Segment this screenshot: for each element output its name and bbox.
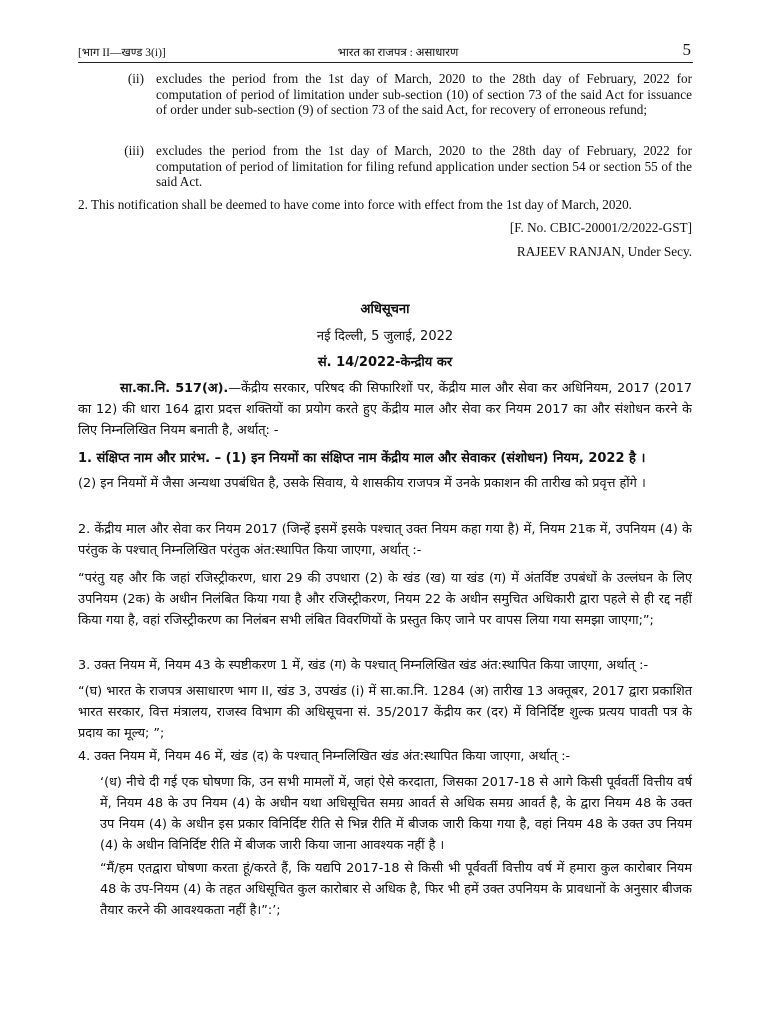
rule-2: 2. केंद्रीय माल और सेवा कर नियम 2017 (जिन्हें इसमें इसके पश्चात् उक्त नियम कहा गया है) में, नियम 21क में, उपनियम (4) के परंतुक के पश्चात् निम्नलिखित परंतुक अंत:स्थापित किया जाएगा, अर्थात् :- <box>78 522 692 558</box>
clause-text: excludes the period from the 1st day of March, 2020 to the 28th day of February, 2022 for computation of period of limitation under sub-section (10) of section 73 of the said Act for issuance of order under sub-section (9) of section 73 of the said Act, for recovery of erroneous refund; <box>156 71 692 118</box>
clause-number: (iii) <box>124 143 144 158</box>
notification-number: सं. 14/2022-केन्द्रीय कर <box>317 355 453 370</box>
clause-ii <box>78 71 692 135</box>
rule-3: 3. उक्त नियम में, नियम 43 के स्पष्टीकरण 1 में, खंड (ग) के पश्चात् निम्नलिखित खंड अंत:स्थापित किया जाएगा, अर्थात् :- <box>78 658 649 673</box>
rule-4-quote-2: “मैं/हम एतद्वारा घोषणा करता हूं/करते हैं, कि यद्यपि 2017-18 से किसी भी पूर्ववर्ती वित्तीय वर्ष में हमारा कुल कारोबार नियम 48 के उप-नियम (4) के तहत अधिसूचित कुल कारोबार से अधिक है, फिर भी हमें उक्त उपनियम के प्रावधानों के अनुसार बीजक तैयार करने की आवश्यकता नहीं है।”:’; <box>100 861 692 918</box>
page-number: 5 <box>682 40 691 59</box>
clause-number: (ii) <box>127 71 144 86</box>
place-date: नई दिल्ली, 5 जुलाई, 2022 <box>316 329 454 344</box>
clause-text: excludes the period from the 1st day of March, 2020 to the 28th day of February, 2022 for computation of period of limitation for filing refund application under section 54 or section 55 of the said Act. <box>156 143 692 190</box>
clause-iii <box>78 143 692 191</box>
preamble <box>78 378 692 441</box>
gsr-number: सा.का.नि. 517(अ). <box>120 381 229 396</box>
header-part-section: [भाग II—खण्ड 3(i)] <box>78 47 166 59</box>
signatory: RAJEEV RANJAN, Under Secy. <box>516 244 692 259</box>
rule-1-subrule-2: (2) इन नियमों में जैसा अन्यथा उपबंधित है, उसके सिवाय, ये शासकीय राजपत्र में उनके प्रकाशन की तारीख को प्रवृत्त होंगे । <box>78 476 646 491</box>
rule-4: 4. उक्त नियम में, नियम 46 में, खंड (द) के पश्चात् निम्नलिखित खंड अंत:स्थापित किया जाएगा, अर्थात् :- <box>78 749 571 764</box>
rule-3-quote: “(घ) भारत के राजपत्र असाधारण भाग II, खंड 3, उपखंड (i) में सा.का.नि. 1284 (अ) तारीख 13 अक्तूबर, 2017 द्वारा प्रकाशित भारत सरकार, वित्त मंत्रालय, राजस्व विभाग की अधिसूचना सं. 35/2017 केंद्रीय कर (दर) में विनिर्दिष्ट शुल्क प्रत्यय पावती पत्र के प्रदाय का मूल्य; ”; <box>78 684 692 741</box>
file-number: [F. No. CBIC-20001/2/2022-GST] <box>509 220 692 235</box>
preamble-text: —केंद्रीय सरकार, परिषद की सिफारिशों पर, केंद्रीय माल और सेवा कर अधिनियम, 2017 (2017 का 12) की धारा 164 द्वारा प्रदत्त शक्तियों का प्रयोग करते हुए केंद्रीय माल और सेवा कर नियम 2017 का और संशोधन करने के लिए निम्नलिखित नियम बनाती है, अर्थात्: - <box>78 381 692 438</box>
page-header <box>78 42 693 63</box>
rule-1-heading: 1. संक्षिप्त नाम और प्रारंभ. – (1) इन नियमों का संक्षिप्त नाम केंद्रीय माल और सेवाकर (संशोधन) नियम, 2022 है । <box>78 451 646 466</box>
effective-date-paragraph: 2. This notification shall be deemed to have come into force with effect from the 1st day of March, 2020. <box>78 197 632 212</box>
rule-2-quote: “परंतु यह और कि जहां रजिस्ट्रीकरण, धारा 29 की उपधारा (2) के खंड (ख) या खंड (ग) में अंतर्विष्ट उपबंधों के उल्लंघन के लिए उपनियम (2क) के अधीन निलंबित किया गया है और रजिस्ट्रीकरण, नियम 22 के अधीन समुचित अधिकारी द्वारा पहले से ही रद्द नहीं किया गया है, वहां रजिस्ट्रीकरण का निलंबन सभी लंबित विवरणियों के प्रस्तुत किए जाने पर वापस लिया गया समझा जाएगा;”; <box>78 571 692 628</box>
header-gazette-title: भारत का राजपत्र : असाधारण <box>337 47 459 59</box>
notification-title: अधिसूचना <box>360 302 410 317</box>
rule-4-quote-1: ‘(ध) नीचे दी गई एक घोषणा कि, उन सभी मामलों में, जहां ऐसे करदाता, जिसका 2017-18 से आगे किसी पूर्ववर्ती वित्तीय वर्ष में, नियम 48 के उप नियम (4) के अधीन यथा अधिसूचित समग्र आवर्त से अधिक समग्र आवर्त है, के द्वारा नियम 48 के उक्त उप नियम (4) के अधीन इस प्रकार विनिर्दिष्ट रीति से भिन्न रीति में बीजक जारी किया गया है, वहां नियम 48 के उक्त उप नियम (4) के अधीन विनिर्दिष्ट रीति में बीजक जारी किया जाना आवश्यक नहीं है । <box>100 775 692 853</box>
